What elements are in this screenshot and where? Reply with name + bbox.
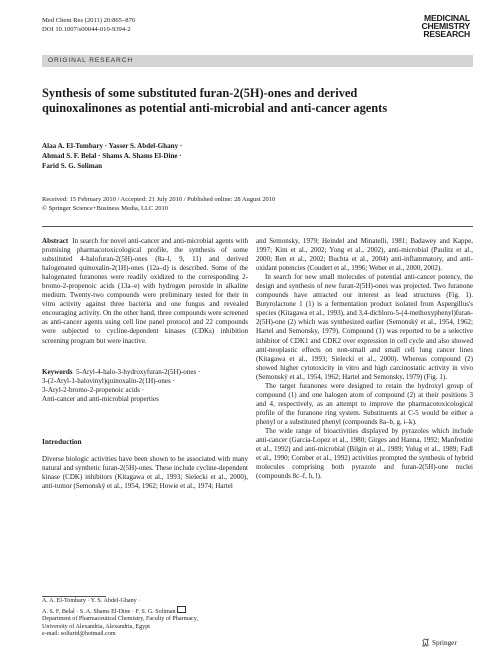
article-title: Synthesis of some substituted furan-2(5H)-ones and derived quinoxalinones as potential anti-microbial and anti-cancer agents (42, 86, 388, 115)
journal-logo: MEDICINAL CHEMISTRY RESEARCH (421, 13, 470, 40)
keywords-label: Keywords (42, 368, 73, 376)
section-bar (42, 55, 473, 67)
header-divider (42, 226, 473, 227)
abstract-text: In search for novel anti-cancer and anti-microbial agents with promising pharmacotoxicological profile, the synthesis of some substituted 4-halofuran-2(5H)-ones (8a–l, 9, 11) and derived halogenated quinoxalin-2(1H)-ones (12a–d) is described. Some of the halogenated furanones were readily oxidized to the corresponding 2-bromo-2-propenoic acids (13a–e) with hydrogen peroxide in alkaline medium. Twenty-two compounds were preliminary tested for their in vitro activity against three bacteria and one fungus and revealed encouraging activity. On the other hand, three compounds were screened as anti-cancer agents using cell line panel protocol and 22 compounds were subjected to cycline-dependent kinases (CDKs) inhibition screening program but were inactive. (42, 237, 249, 345)
abstract-label: Abstract (42, 237, 69, 245)
paragraph: The target furanones were designed to retain the hydroxyl group of compound (1) and one halogen atom of compound (2) at their positions 3 and 4, respectively, as an attempt to improve the pharmacotoxicological profile of the furanone ring system. Substituents at C-5 would be either a phenyl or a substituted phenyl (compounds 8a–b, g, i–k). (256, 381, 473, 426)
keywords: Keywords 5-Aryl-4-halo-3-hydroxyfuran-2(5H)-ones · 3-(2-Aryl-1-halovinyl)quinoxalin-2(1H)-ones · 3-Aryl-2-bromo-2-propenoic acids · Anti-cancer and anti-microbial properties (42, 368, 201, 404)
publication-dates: Received: 15 February 2010 / Accepted: 21 July 2010 / Published online: 28 August 2010 © Springer Science+Business Media, LLC 2010 (42, 196, 276, 212)
footnote-divider (42, 596, 106, 597)
journal-doi: DOI 10.1007/s00044-010-9394-2 (42, 26, 131, 33)
envelope-icon (177, 606, 186, 613)
paragraph: In search for new small molecules of potential anti-cancer potency, the design and synthesis of new furan-2(5H)-ones was projected. Two furanone compounds have attracted our interest as lead structures (Fig. 1). Butyrolactone 1 (1) is a fermentation product isolated from Aspergillus's species (Kitagawa et al., 1993), and 3,4-dichloro-5-(4-methoxyphenyl)furan-2(5H)-one (2) which was synthesized earlier (Semonský et al., 1954, 1962; Hartel and Semonsky, 1979). Compound (1) was reported to be a selective inhibitor of CDK1 and CDK2 over expression in cell cycle and also showed anti-neoplastic effects on non-small and small cell lung cancer lines (Kitagawa et al., 1993; Sielecki et al., 2000). Whereas compound (2) showed higher cytotoxicity in vitro and high carcinostatic activity in vivo (Semonský et al., 1954, 1962; Hartel and Semonsky, 1979) (Fig. 1). (256, 273, 473, 381)
introduction-heading: Introduction (42, 437, 82, 446)
publisher-name: Springer (432, 638, 457, 647)
introduction-text: Diverse biologic activities have been shown to be associated with many natural and synthetic furan-2(5H)-ones. These include cycline-dependent kinase (CDK) inhibitors (Kitagawa et al., 1993; Sielecki et al., 2000), anti-tumor (Semonský et al., 1954, 1962; Howie et al., 1974; Hartel (42, 455, 248, 491)
journal-header (42, 16, 135, 34)
contact-email[interactable]: e-mail: solfarid@hotmail.com (42, 631, 116, 638)
affiliation-footnote: A. A. El-Tombary · Y. S. Abdel-Ghany · A. S. F. Belal · S. A. Shams El-Dine · F. S. G. Soliman Department of Pharmaceutical Chemistry, Faculty of Pharmacy, University of Alexandria, Alexandria, Egypt e-mail: solfarid@hotmail.com (42, 598, 248, 639)
right-column (256, 237, 473, 481)
abstract (42, 237, 248, 346)
section-label: ORIGINAL RESEARCH (48, 56, 134, 64)
paragraph: and Semonsky, 1979; Heindel and Minatelli, 1981; Badawey and Kappe, 1997; Kim et al., 2002; Yong et al., 2002), anti-microbial (Paulitz et al., 2000; Ren et al., 2002; Buchta et al., 2004) anti-inflammatory, and anti-oxidant potencies (Coudert et al., 1996; Weber et al., 2000, 2002). (256, 237, 473, 273)
paragraph: The wide range of bioactivities displayed by pyrazoles which include anti-cancer (Garcia-Lopez et al., 1980; Girges and Hanna, 1992; Manfredini et al., 1992) and anti-microbial (Bilgin et al., 1989; Yulug et al., 1989; Fadl et al., 1990; Comber et al., 1992) activities prompted the synthesis of hybrid molecules comprising both pyrazole and furan-2(5H)-one nuclei (compounds 8c–f, h, l). (256, 426, 473, 481)
publisher-logo (421, 638, 457, 647)
springer-horse-icon (421, 638, 430, 647)
journal-citation: Med Chem Res (2011) 20:865–876 (42, 17, 136, 24)
author-list: Alaa A. El-Tombary · Yasser S. Abdel-Ghany · Ahmad S. F. Belal · Shams A. Shams El-Dine · Farid S. G. Soliman (42, 142, 183, 170)
